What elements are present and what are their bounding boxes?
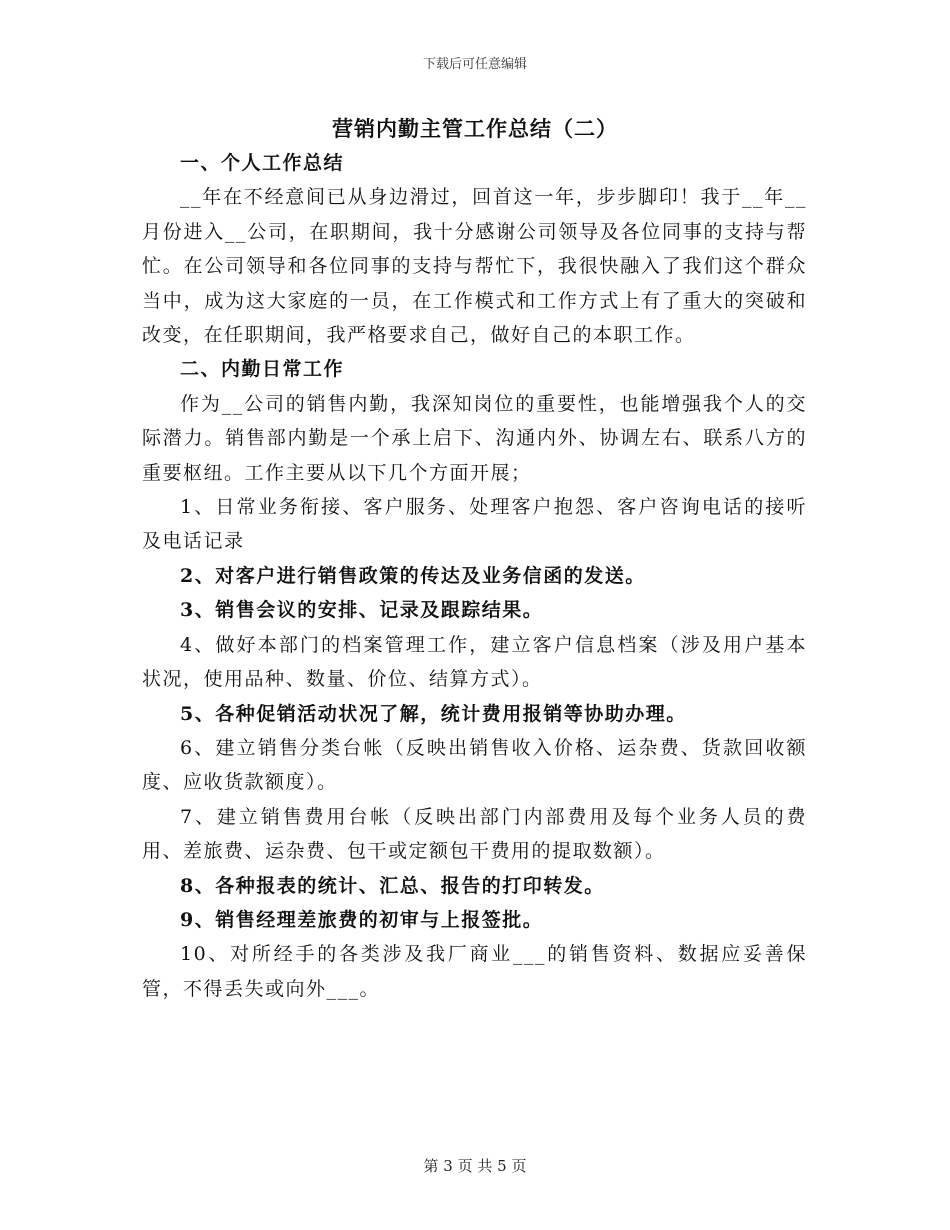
paragraph: 10、对所经手的各类涉及我厂商业___的销售资料、数据应妥善保管，不得丢失或向外___。 bbox=[142, 943, 807, 1000]
paragraph: 6、建立销售分类台帐（反映出销售收入价格、运杂费、货款回收额度、应收货款额度）。 bbox=[142, 736, 807, 794]
paragraph: __年在不经意间已从身边滑过，回首这一年，步步脚印！我于__年__月份进入__公司，在职期间，我十分感谢公司领导及各位同事的支持与帮忙。在公司领导和各位同事的支持与帮忙下，我很快融入了我们这个群众当中，成为这大家庭的一员，在工作模式和工作方式上有了重大的突破和改变，在任职期间，我严格要求自己，做好自己的本职工作。 bbox=[142, 186, 807, 347]
paragraph: 1、日常业务衔接、客户服务、处理客户抱怨、客户咨询电话的接听及电话记录 bbox=[142, 496, 807, 553]
paragraph: 4、做好本部门的档案管理工作，建立客户信息档案（涉及用户基本状况，使用品种、数量、价位、结算方式）。 bbox=[142, 633, 807, 691]
document-title: 营销内勤主管工作总结（二） bbox=[332, 116, 618, 141]
paragraph: 9、销售经理差旅费的初审与上报签批。 bbox=[180, 908, 544, 931]
paragraph: 2、对客户进行销售政策的传达及业务信函的发送。 bbox=[180, 564, 646, 587]
paragraph: 7、建立销售费用台帐（反映出部门内部费用及每个业务人员的费用、差旅费、运杂费、包干或定额包干费用的提取数额）。 bbox=[142, 805, 807, 863]
paragraph: 8、各种报表的统计、汇总、报告的打印转发。 bbox=[180, 874, 605, 897]
paragraph: 一、个人工作总结 bbox=[180, 152, 345, 174]
paragraph: 二、内勤日常工作 bbox=[180, 358, 345, 381]
paragraph: 5、各种促销活动状况了解，统计费用报销等协助办理。 bbox=[180, 702, 687, 725]
paragraph: 作为__公司的销售内勤，我深知岗位的重要性，也能增强我个人的交际潜力。销售部内勤是一个承上启下、沟通内外、协调左右、联系八方的重要枢纽。工作主要从以下几个方面开展； bbox=[142, 392, 807, 484]
paragraph: 3、销售会议的安排、记录及跟踪结果。 bbox=[180, 599, 544, 622]
page-number: 第 3 页 共 5 页 bbox=[423, 1157, 527, 1175]
document-body bbox=[142, 146, 807, 1006]
header-note: 下载后可任意编辑 bbox=[422, 57, 527, 72]
